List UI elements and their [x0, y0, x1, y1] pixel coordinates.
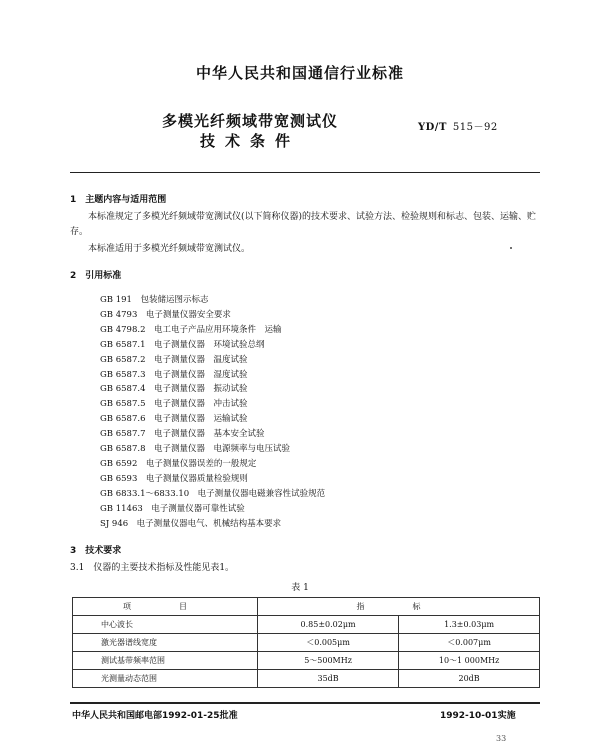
param-cell: 中心波长 [73, 616, 258, 634]
value-cell-850: 0.85±0.02μm [257, 616, 398, 634]
reference-item: GB 6587.8 电子测量仪器 电源频率与电压试验 [100, 444, 290, 455]
reference-item: GB 6592 电子测量仪器误差的一般规定 [100, 458, 257, 469]
param-cell: 测试基带频率范围 [73, 652, 258, 670]
reference-item: GB 11463 电子测量仪器可靠性试验 [100, 503, 245, 514]
footer-divider [70, 702, 540, 704]
section-2-heading: 2 引用标准 [70, 271, 122, 281]
reference-item: GB 6587.7 电子测量仪器 基本安全试验 [100, 429, 265, 440]
reference-item: SJ 946 电子测量仪器电气、机械结构基本要求 [100, 518, 282, 529]
table-row [73, 652, 540, 670]
value-cell-850: 5～500MHz [257, 652, 398, 670]
value-cell-1300: 10～1 000MHz [399, 652, 540, 670]
value-cell-1300: 1.3±0.03μm [399, 616, 540, 634]
param-cell: 激光器谱线宽度 [73, 634, 258, 652]
reference-item: GB 6587.1 电子测量仪器 环境试验总纲 [100, 339, 265, 350]
spec-table [72, 597, 540, 688]
reference-item: GB 4798.2 电工电子产品应用环境条件 运输 [100, 324, 282, 335]
table-caption: 表 1 [291, 583, 309, 593]
value-cell-1300: 20dB [399, 670, 540, 688]
standard-code: YD/T [418, 122, 447, 133]
section-3-1-paragraph: 3.1 仪器的主要技术指标及性能见表1。 [70, 563, 235, 573]
effective-date: 1992-10-01实施 [440, 711, 516, 721]
table-header-row [73, 598, 540, 616]
standard-number [418, 118, 498, 133]
table-row [73, 616, 540, 634]
standard-number-value: 515－92 [452, 122, 498, 133]
reference-item: GB 6587.4 电子测量仪器 振动试验 [100, 384, 248, 395]
reference-item: GB 6833.1～6833.10 电子测量仪器电磁兼容性试验规范 [100, 488, 326, 499]
title-divider [70, 172, 540, 173]
section-3-heading: 3 技术要求 [70, 546, 122, 556]
reference-item: GB 191 包装储运图示标志 [100, 295, 209, 305]
approval-date: 中华人民共和国邮电部1992-01-25批准 [72, 711, 238, 721]
reference-item: GB 6593 电子测量仪器质量检验规则 [100, 473, 248, 484]
reference-standards-list [100, 293, 325, 532]
page-number: 33 [496, 734, 507, 743]
reference-item: GB 4793 电子测量仪器安全要求 [100, 309, 231, 320]
value-cell-1300: ＜0.007μm [399, 634, 540, 652]
value-cell-850: 35dB [257, 670, 398, 688]
document-title-line1: 多模光纤频域带宽测试仪 [161, 112, 338, 130]
table-row [73, 670, 540, 688]
reference-item: GB 6587.6 电子测量仪器 运输试验 [100, 414, 248, 425]
table-row [73, 634, 540, 652]
scan-speck [510, 247, 512, 249]
reference-item: GB 6587.5 电子测量仪器 冲击试验 [100, 399, 248, 410]
reference-item: GB 6587.3 电子测量仪器 湿度试验 [100, 369, 248, 380]
header-spec: 指 标 [257, 598, 539, 616]
org-standard-header: 中华人民共和国通信行业标准 [195, 64, 404, 82]
value-cell-850: ＜0.005μm [257, 634, 398, 652]
header-item: 项 目 [73, 598, 258, 616]
section-1-paragraph-2: 本标准适用于多模光纤频域带宽测试仪。 [88, 244, 251, 254]
reference-item: GB 6587.2 电子测量仪器 温度试验 [100, 354, 248, 365]
document-title-line2: 技术条件 [199, 132, 300, 150]
section-1-heading: 1 主题内容与适用范围 [70, 195, 167, 205]
section-1-paragraph-1: 本标准规定了多模光纤频域带宽测试仪(以下简称仪器)的技术要求、试验方法、检验规则和标志、包装、运输、贮存。 [70, 212, 537, 237]
param-cell: 光测量动态范围 [73, 670, 258, 688]
